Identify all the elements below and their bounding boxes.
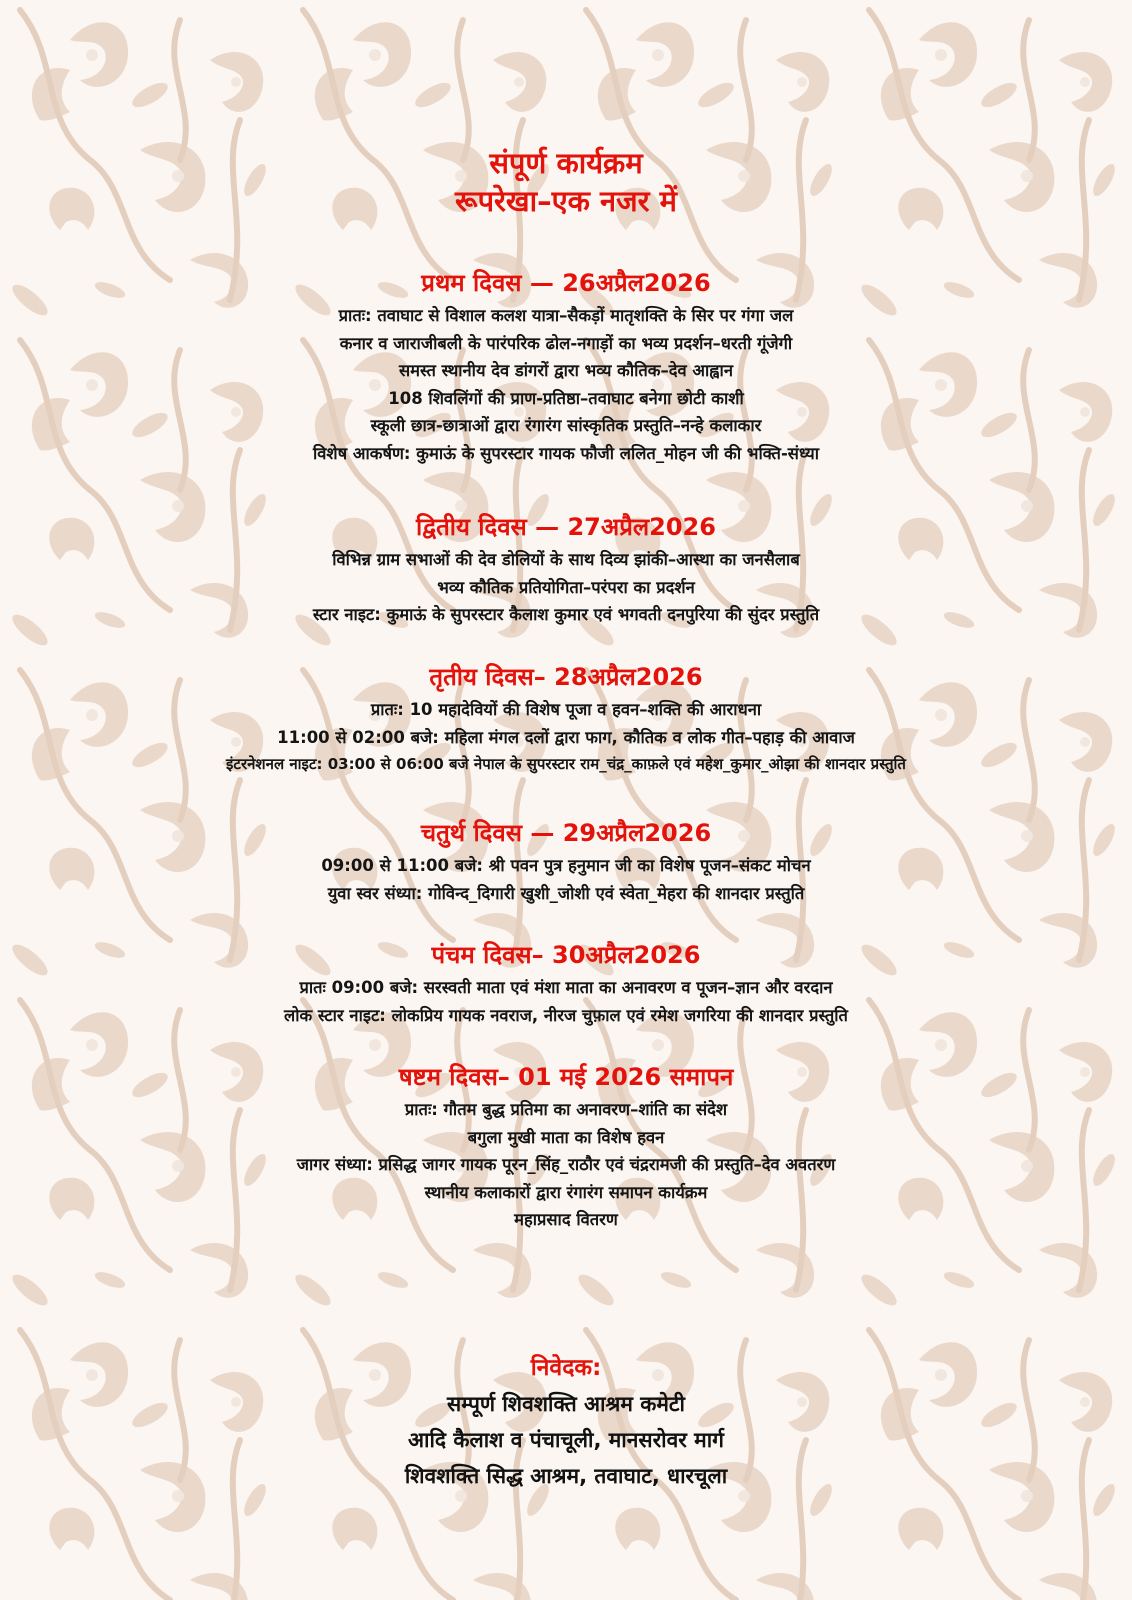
schedule-line: जागर संध्या: प्रसिद्ध जागर गायक पूरन_सिंह_राठौर एवं चंद्ररामजी की प्रस्तुति–देव अवतरण [296,1155,836,1174]
schedule-line: प्रातः: गौतम बुद्ध प्रतिमा का अनावरण–शांति का संदेश [404,1100,728,1119]
schedule-line: 108 शिवलिंगों की प्राण-प्रतिष्ठा–तवाघाट बनेगा छोटी काशी [388,388,744,408]
schedule-line: स्थानीय कलाकारों द्वारा रंगारंग समापन कार्यक्रम [424,1182,708,1202]
organizer-line: सम्पूर्ण शिवशक्ति आश्रम कमेटी [447,1392,685,1416]
title-block [0,144,1132,220]
day-4-section [0,816,1132,907]
day-2-section [0,510,1132,629]
schedule-line: 11:00 से 02:00 बजे: महिला मंगल दलों द्वारा फाग, कौतिक व लोक गीत–पहाड़ की आवाज [277,727,855,747]
day-heading: पंचम दिवस– 30अप्रैल2026 [431,941,701,969]
schedule-line: स्कूली छात्र-छात्राओं द्वारा रंगारंग सांस्कृतिक प्रस्तुति–नन्हे कलाकार [370,416,762,435]
day-heading: तृतीय दिवस– 28अप्रैल2026 [429,663,703,691]
schedule-line: कनार व जाराजीबली के पारंपरिक ढोल-नगाड़ों का भव्य प्रदर्शन–धरती गूंजेगी [339,333,793,353]
schedule-line: प्रातः: 10 महादेवियों की विशेष पूजा व हवन–शक्ति की आराधना [370,700,762,719]
day-1-section [0,266,1132,467]
day-heading: द्वितीय दिवस — 27अप्रैल2026 [416,513,716,541]
day-3-section [0,660,1132,779]
schedule-line: विभिन्न ग्राम सभाओं की देव डोलियों के साथ दिव्य झांकी–आस्था का जनसैलाब [332,550,800,569]
page-subtitle: रूपरेखा–एक नजर में [455,184,677,218]
page-title: संपूर्ण कार्यक्रम [489,146,643,180]
schedule-line: 09:00 से 11:00 बजे: श्री पवन पुत्र हनुमान जी का विशेष पूजन–संकट मोचन [321,856,811,875]
schedule-line: महाप्रसाद वितरण [514,1210,618,1229]
organizer-block [0,1350,1132,1494]
organizer-line: आदि कैलाश व पंचाचूली, मानसरोवर मार्ग [407,1428,725,1452]
schedule-line: इंटरनेशनल नाइट: 03:00 से 06:00 बजे नेपाल के सुपरस्टार राम_चंद्र_काफ़ले एवं महेश_कुमार_ओझा की शानदार प्रस्तुति [226,755,906,773]
schedule-line: बगुला मुखी माता का विशेष हवन [467,1127,665,1147]
schedule-line: भव्य कौतिक प्रतियोगिता–परंपरा का प्रदर्शन [437,577,695,597]
day-5-section [0,938,1132,1029]
schedule-line: समस्त स्थानीय देव डांगरों द्वारा भव्य कौतिक–देव आह्वान [399,361,733,380]
organizer-line: शिवशक्ति सिद्ध आश्रम, तवाघाट, धारचूला [404,1464,728,1488]
schedule-line: विशेष आकर्षण: कुमाऊं के सुपरस्टार गायक फौजी ललित_मोहन जी की भक्ति-संध्या [312,443,820,463]
day-6-section [0,1060,1132,1234]
schedule-line: युवा स्वर संध्या: गोविन्द_दिगारी खुशी_जोशी एवं स्वेता_मेहरा की शानदार प्रस्तुति [327,883,805,903]
day-heading: प्रथम दिवस — 26अप्रैल2026 [421,269,711,297]
schedule-line: लोक स्टार नाइट: लोकप्रिय गायक नवराज, नीरज चुफ़ाल एवं रमेश जगरिया की शानदार प्रस्तुति [284,1005,848,1025]
organizer-heading: निवेदक: [530,1355,602,1381]
day-heading: षष्टम दिवस– 01 मई 2026 समापन [398,1063,734,1091]
schedule-line: प्रातः: तवाघाट से विशाल कलश यात्रा–सैकड़ों मातृशक्ति के सिर पर गंगा जल [338,306,794,325]
day-heading: चतुर्थ दिवस — 29अप्रैल2026 [420,819,712,847]
schedule-line: स्टार नाइट: कुमाऊं के सुपरस्टार कैलाश कुमार एवं भगवती दनपुरिया की सुंदर प्रस्तुति [312,605,820,624]
schedule-line: प्रातः 09:00 बजे: सरस्वती माता एवं मंशा माता का अनावरण व पूजन–ज्ञान और वरदान [299,978,833,997]
